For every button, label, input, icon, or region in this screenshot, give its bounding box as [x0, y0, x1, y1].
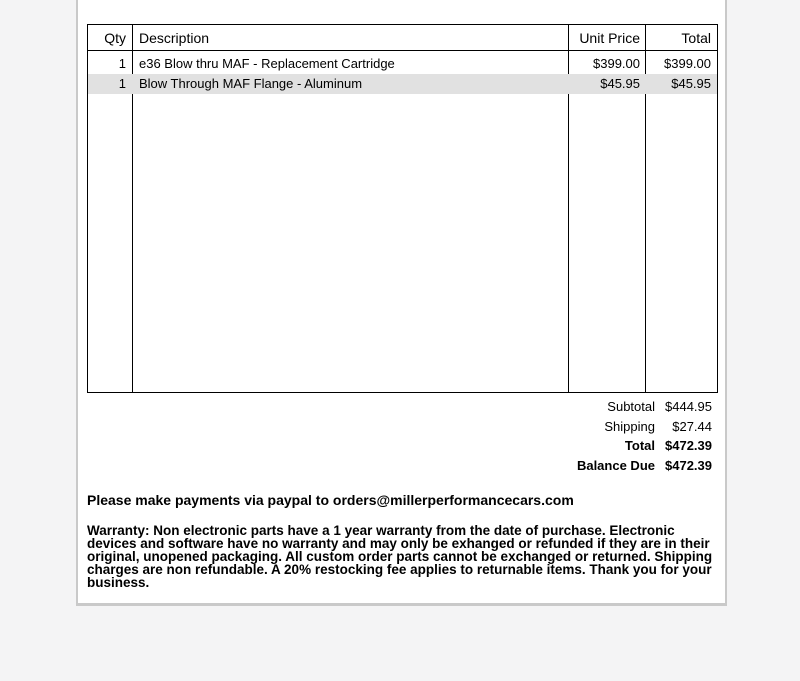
- subtotal-row: [540, 397, 720, 417]
- warranty-text: Warranty: Non electronic parts have a 1 year warranty from the date of purchase. Electronic devices and software have no warranty and may only be exhanged or refunded if they are in their original, unopened packaging. All custom order parts cannot be exchanged or returned. Shipping charges are non refundable. A 20% restocking fee applies to returnable items. Thank you for your business.: [87, 523, 713, 590]
- row-qty: 1: [118, 76, 126, 91]
- subtotal-value: $444.95: [665, 399, 712, 414]
- total-row: [540, 436, 720, 456]
- line-items-table: [87, 24, 718, 393]
- shipping-row: [540, 417, 720, 437]
- balance-due-value: $472.39: [665, 457, 712, 473]
- balance-due-label: Balance Due: [576, 457, 655, 473]
- shipping-label: Shipping: [604, 418, 655, 434]
- row-description: e36 Blow thru MAF - Replacement Cartridge: [139, 56, 395, 71]
- table-row: [88, 54, 717, 74]
- header-divider: [88, 50, 717, 51]
- header-unit-price: Unit Price: [579, 30, 640, 46]
- subtotal-label: Subtotal: [607, 399, 655, 414]
- total-label: Total: [624, 438, 655, 453]
- balance-due-row: [540, 456, 720, 476]
- totals-summary: [540, 397, 720, 475]
- table-row: [88, 74, 717, 94]
- row-description: Blow Through MAF Flange - Aluminum: [139, 76, 363, 91]
- shipping-value: $27.44: [672, 418, 712, 434]
- row-total: $399.00: [664, 56, 711, 71]
- row-total: $45.95: [671, 76, 711, 91]
- header-description: Description: [139, 30, 210, 46]
- row-qty: 1: [118, 56, 126, 71]
- header-qty: Qty: [104, 30, 126, 46]
- payment-note: Please make payments via paypal to orders@millerperformancecars.com: [87, 492, 574, 508]
- row-unit-price: $399.00: [593, 56, 640, 71]
- row-unit-price: $45.95: [600, 76, 640, 91]
- header-total: Total: [681, 30, 711, 46]
- total-value: $472.39: [665, 438, 712, 453]
